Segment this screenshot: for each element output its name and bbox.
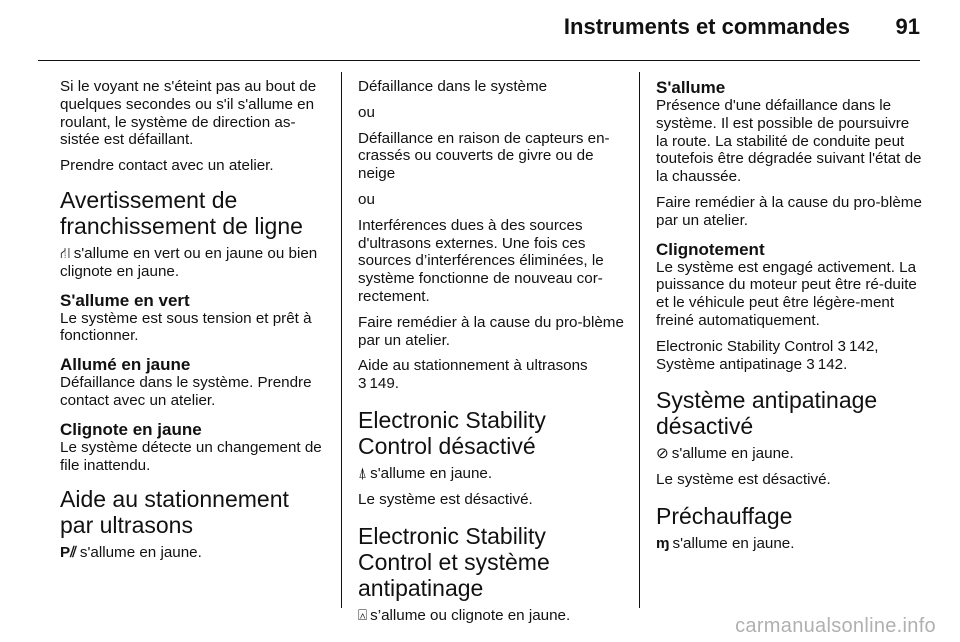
tc-off-icon: ⊘ <box>656 445 669 463</box>
paragraph: Le système est engagé activement. La puissance du moteur peut être ré-duite et le véhicule peut être légère-ment freiné automatiquement. <box>656 258 917 329</box>
paragraph: Défaillance dans le système <box>358 78 548 95</box>
paragraph: Faire remédier à la cause du pro-blème par un atelier. <box>358 313 624 349</box>
reference-arrow-icon: 3 <box>806 355 815 373</box>
section-heading-esc-tc: Electronic Stability Control et système antipatinage <box>358 522 550 601</box>
paragraph: Interférences dues à des sources d'ultrasons externes. Une fois ces sources d’interférences éliminées, le système fonctionne de nouveau cor-rectement. <box>358 216 604 305</box>
page-number: 91 <box>895 14 920 39</box>
subheading-green: S'allume en vert <box>60 290 190 310</box>
paragraph: Si le voyant ne s'éteint pas au bout de quelques secondes ou s'il s'allume en roulant, le système de direction as-sistée est défaillant. <box>60 78 317 149</box>
section-heading-park-assist: Aide au stationnement par ultrasons <box>60 486 289 539</box>
paragraph: Le système est désactivé. <box>358 490 533 508</box>
reference-arrow-icon: 3 <box>358 375 367 393</box>
preheat-coil-icon: ɱ <box>656 534 670 552</box>
reference-arrow-icon: 3 <box>837 337 846 355</box>
column-divider-1 <box>341 72 342 608</box>
paragraph: ⍓ s’allume ou clignote en jaune. <box>358 606 571 624</box>
text-column-3 <box>656 78 924 561</box>
running-header-title: Instruments et commandes <box>563 14 850 39</box>
paragraph: ɱ s'allume en jaune. <box>656 534 795 552</box>
esc-tc-icon: ⍓ <box>358 606 368 624</box>
header-rule <box>38 60 920 61</box>
paragraph: P⫽ s'allume en jaune. <box>60 544 202 562</box>
paragraph: Le système est désactivé. <box>656 471 831 489</box>
esc-off-icon: ⍋ <box>358 464 368 482</box>
paragraph: ou <box>358 190 375 208</box>
paragraph: ou <box>358 103 375 121</box>
paragraph: Défaillance en raison de capteurs en-crassés ou couverts de givre ou de neige <box>358 129 610 183</box>
paragraph: Prendre contact avec un atelier. <box>60 157 274 175</box>
paragraph: Le système détecte un changement de file inattendu. <box>60 438 322 474</box>
paragraph: ⍋ s'allume en jaune. <box>358 464 493 482</box>
paragraph: Présence d'une défaillance dans le système. Il est possible de poursuivre la route. La stabilité de conduite peut toutefois être dégradée suivant l'état de la chaussée. <box>656 97 922 186</box>
paragraph: Faire remédier à la cause du pro-blème par un atelier. <box>656 193 922 229</box>
section-heading-lane-departure: Avertissement de franchissement de ligne <box>60 186 303 239</box>
paragraph: ⛙ s'allume en vert ou en jaune ou bien clignote en jaune. <box>60 244 318 280</box>
lane-departure-icon: ⛙ <box>60 244 71 262</box>
subheading-flashing: Clignote en jaune <box>60 419 202 439</box>
paragraph: Electronic Stability Control 3 142, Système antipatinage 3 142. <box>656 337 879 373</box>
subheading-yellow: Allumé en jaune <box>60 355 191 375</box>
subheading-flashing: Clignotement <box>656 239 765 259</box>
watermark: carmanualsonline.info <box>735 615 936 637</box>
paragraph: Aide au stationnement à ultrasons 3 149. <box>358 357 588 393</box>
park-assist-icon: P⫽ <box>60 544 77 562</box>
section-heading-preheating: Préchauffage <box>656 502 793 529</box>
subheading-lights-up: S'allume <box>656 78 726 97</box>
paragraph: Défaillance dans le système. Prendre contact avec un atelier. <box>60 374 312 409</box>
text-column-1 <box>60 78 328 570</box>
section-heading-esc-off: Electronic Stability Control désactivé <box>358 406 546 459</box>
section-heading-tc-off: Système antipatinage désactivé <box>656 387 878 440</box>
paragraph: Le système est sous tension et prêt à fonctionner. <box>60 309 312 345</box>
text-column-2 <box>358 78 626 632</box>
paragraph: ⊘ s'allume en jaune. <box>656 445 794 463</box>
column-divider-2 <box>639 72 640 608</box>
